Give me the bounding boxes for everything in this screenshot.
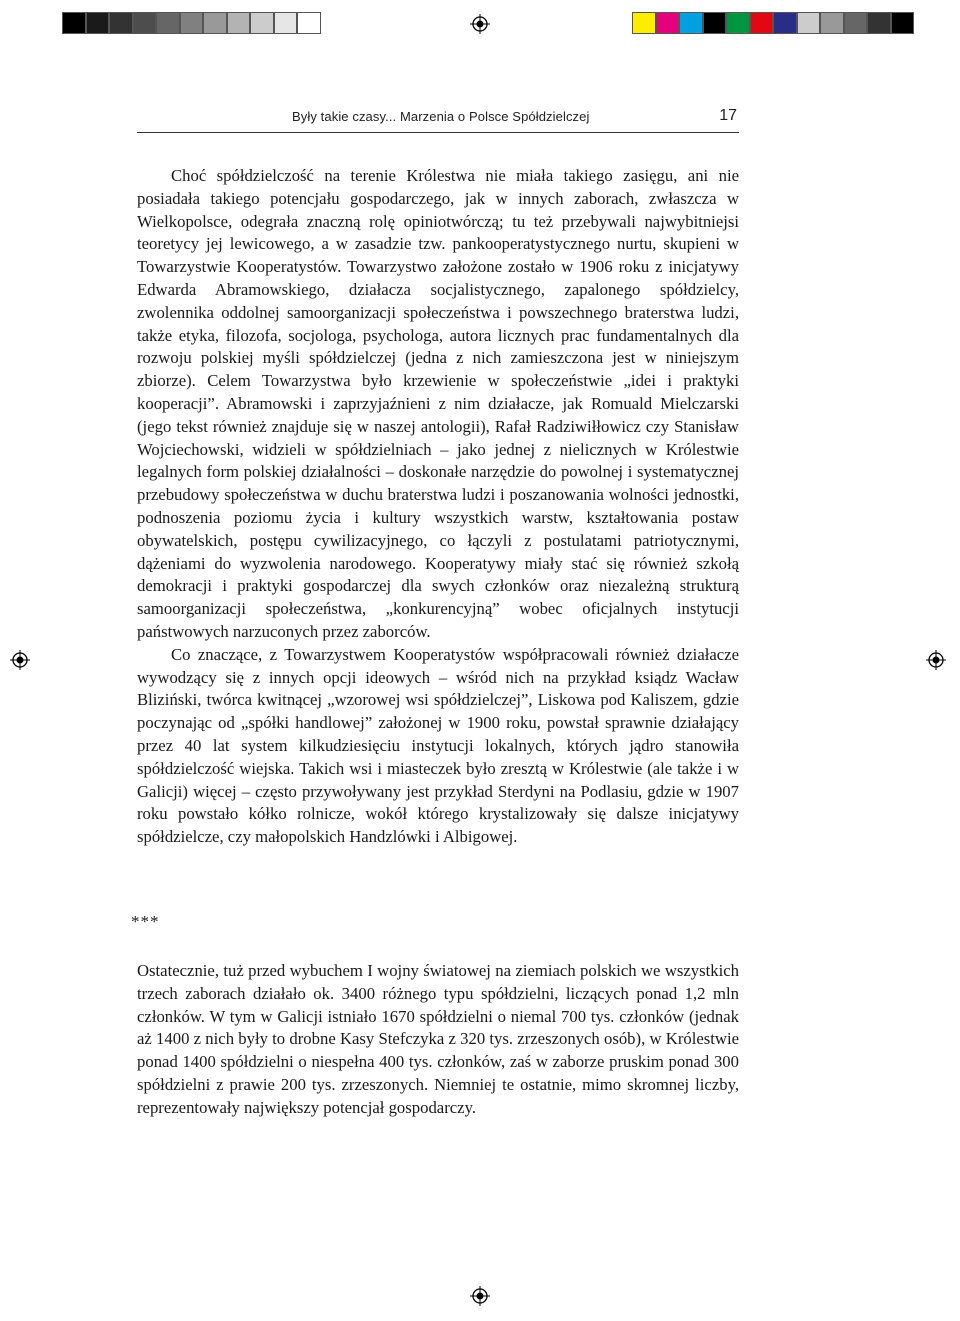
calibration-swatch bbox=[820, 12, 844, 34]
calibration-swatch bbox=[726, 12, 750, 34]
main-text bbox=[137, 165, 739, 849]
paragraph-1: Choć spółdzielczość na terenie Królestwa nie miała takiego zasięgu, ani nie posiadała takiego potencjału gospodarczego, jak w innych zaborach, zwłaszcza w Wielkopolsce, odegrała znaczną rolę opiniotwórczą; tu też przebywali najwybitniejsi teoretycy jej lewicowego, a w zasadzie tzw. pankooperatystycznego nurtu, skupieni w Towarzystwie Kooperatystów. Towarzystwo założone zostało w 1906 roku z inicjatywy Edwarda Abramowskiego, działacza socjalistycznego, zapalonego spółdzielcy, zwolennika oddolnej samoorganizacji społeczeństwa i powszechnego braterstwa ludzi, także etyka, filozofa, socjologa, psychologa, autora licznych prac fundamentalnych dla rozwoju polskiej myśli spółdzielczej (jedna z nich zamieszczona jest w niniejszym zbiorze). Celem Towarzystwa było krzewienie w społeczeństwie „idei i praktyki kooperacji”. Abramowski i zaprzyjaźnieni z nim działacze, jak Romuald Mielczarski (jego tekst również znajduje się w naszej antologii), Rafał Radziwiłłowicz czy Stanisław Wojciechowski, widzieli w spółdzielniach – jako jednej z nielicznych w Królestwie legalnych form polskiej działalności – doskonałe narzędzie do powolnej i systematycznej przebudowy społeczeństwa w duchu braterstwa ludzi i poszanowania wolności jednostki, podnoszenia poziomu życia i kultury wszystkich warstw, kształtowania postaw obywatelskich, postępu cywilizacyjnego, co łączyli z postulatami patriotycznymi, dążeniami do wyzwolenia narodowego. Kooperatywy miały stać się również szkołą demokracji i praktyki gospodarczej dla swych członków oraz niezależną strukturą samoorganizacji społeczeństwa, „konkurencyjną” wobec oficjalnych instytucji państwowych narzuconych przez zaborców. bbox=[137, 166, 739, 641]
calibration-swatch bbox=[867, 12, 891, 34]
running-header bbox=[137, 104, 739, 133]
registration-mark-right-icon bbox=[926, 650, 946, 670]
calibration-swatch bbox=[679, 12, 703, 34]
calibration-swatch bbox=[227, 12, 251, 34]
calibration-swatch bbox=[773, 12, 797, 34]
calibration-swatch bbox=[797, 12, 821, 34]
calibration-swatch bbox=[656, 12, 680, 34]
calibration-swatch bbox=[632, 12, 656, 34]
calibration-swatch bbox=[891, 12, 915, 34]
calibration-swatch bbox=[109, 12, 133, 34]
paragraph-2: Co znaczące, z Towarzystwem Kooperatystów współpracowali również działacze wywodzący się z innych opcji ideowych – wśród nich na przykład ksiądz Wacław Bliziński, twórca kwitnącej „wzorowej wsi spółdzielczej”, Liskowa pod Kaliszem, gdzie poczynając od „spółki handlowej” założonej w 1900 roku, powstał sprawnie działający przez 40 lat system kilkudziesięciu instytucji lokalnych, których jądro stanowiła spółdzielczość wiejska. Takich wsi i miasteczek było zresztą w Królestwie (ale także i w Galicji) więcej – często przywoływany jest przykład Sterdyni na Podlasiu, gdzie w 1907 roku powstało kółko rolnicze, wokół którego krystalizowały się dalsze inicjatywy spółdzielcze, czy małopolskich Handzlówki i Albigowej. bbox=[137, 644, 739, 847]
calibration-swatch bbox=[750, 12, 774, 34]
calibration-swatch bbox=[86, 12, 110, 34]
paragraph-3: Ostatecznie, tuż przed wybuchem I wojny światowej na ziemiach polskich we wszystkich trzech zaborach działało ok. 3400 różnego typu spółdzielni, liczących ponad 1,2 mln członków. W tym w Galicji istniało 1670 spółdzielni o niemal 700 tys. członków (jednak aż 1400 z nich były to drobne Kasy Stefczyka z 320 tys. zrzeszonych osób), w Królestwie ponad 1400 spółdzielni o niespełna 400 tys. członków, zaś w zaborze pruskim ponad 300 spółdzielni z prawie 200 tys. zrzeszonych. Niemniej te ostatnie, mimo skromnej liczby, reprezentowały największy potencjał gospodarczy. bbox=[137, 961, 739, 1117]
calibration-swatch bbox=[250, 12, 274, 34]
registration-mark-left-icon bbox=[10, 650, 30, 670]
closing-text bbox=[137, 960, 739, 1120]
calibration-swatch bbox=[297, 12, 321, 34]
calibration-swatch bbox=[156, 12, 180, 34]
calibration-swatch bbox=[203, 12, 227, 34]
calibration-swatch bbox=[844, 12, 868, 34]
color-calibration-bar bbox=[632, 12, 914, 34]
calibration-swatch bbox=[180, 12, 204, 34]
calibration-swatch bbox=[703, 12, 727, 34]
grayscale-calibration-bar bbox=[62, 12, 321, 34]
registration-mark-bottom-icon bbox=[470, 1286, 490, 1306]
section-separator: *** bbox=[131, 912, 160, 931]
registration-mark-top-icon bbox=[470, 14, 490, 34]
calibration-swatch bbox=[62, 12, 86, 34]
calibration-swatch bbox=[274, 12, 298, 34]
page-number: 17 bbox=[719, 107, 737, 124]
running-title: Były takie czasy... Marzenia o Polsce Spółdzielczej bbox=[292, 109, 590, 124]
calibration-swatch bbox=[133, 12, 157, 34]
